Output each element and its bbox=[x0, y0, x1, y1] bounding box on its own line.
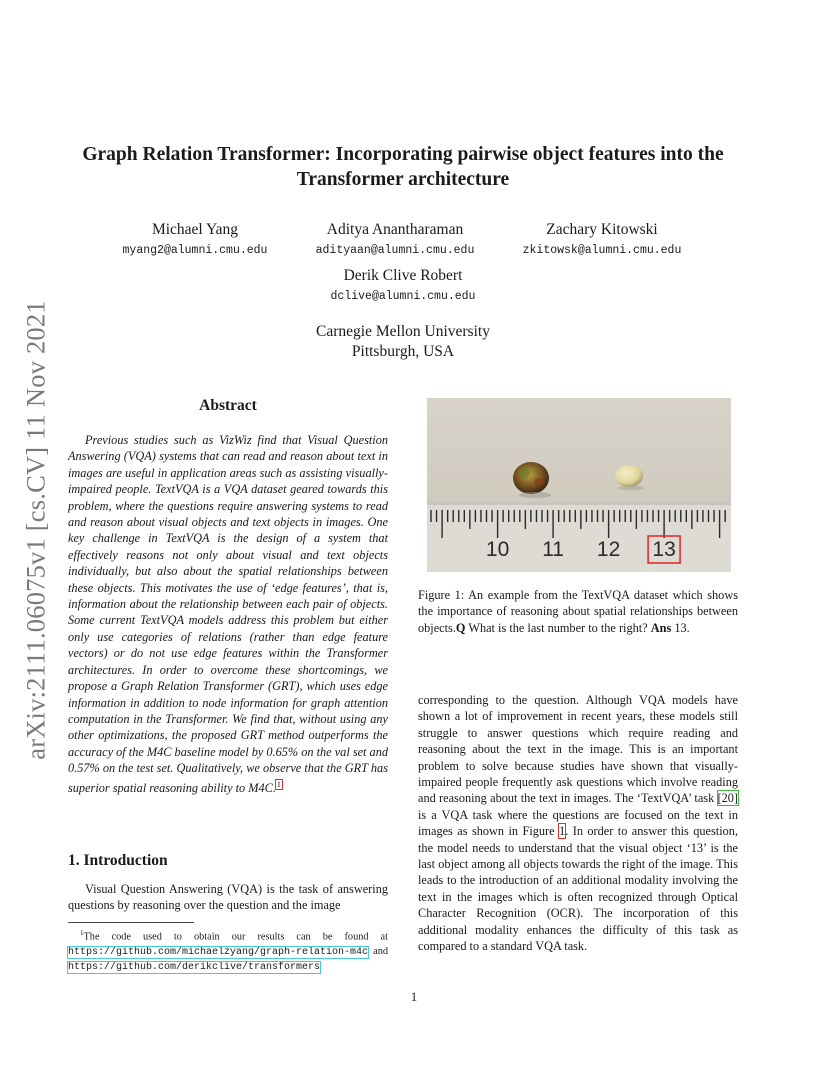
seed-dark bbox=[513, 462, 549, 494]
affiliation-location: Pittsburgh, USA bbox=[351, 343, 455, 360]
caption-text: Figure 1: An example from the TextVQA dataset which shows the importance of reasoning about spatial relationships between objects. bbox=[418, 588, 738, 635]
author-name: Zachary Kitowski bbox=[546, 221, 658, 238]
footnote-and: and bbox=[373, 945, 388, 957]
abstract-text: Previous studies such as VizWiz find that Visual Question Answering (VQA) systems that can read and reason about text in images are useful in application areas such as assisting visually-impaired people. TextVQA is a VQA dataset geared towards this problem, where the questions require answering systems to read and reason about visual objects and text objects in images. One key challenge in TextVQA is the design of a system that effectively reasons not only about visual and text objects individually, but also about the spatial relationships between these objects. This motivates the use of ‘edge features’, that is, information about the relationship between each pair of objects. Some current TextVQA models address this problem but either only use categories of relations (rather than edge feature vectors) or do not use edge features within the Transformer architectures. In order to overcome these shortcomings, we propose a Graph Relation Transformer (GRT), which uses edge information in addition to node information for graph attention computation in the Transformer. We find that, without using any other optimizations, the proposed GRT method outperforms the accuracy of the M4C baseline model by 0.65% on the val set and 0.57% on the test set. Qualitatively, we observe that the GRT has superior spatial reasoning ability to M4C. bbox=[68, 433, 388, 795]
author-name: Aditya Anantharaman bbox=[326, 221, 464, 238]
figure-ref-link[interactable]: 1 bbox=[559, 824, 566, 839]
body-text-1: corresponding to the question. Although VQA models have shown a lot of improvement in recent years, these models still struggle to answer questions which require reading and reasoning about the text in the image. This is an important problem to solve because studies have shown that visually-impaired people frequently ask questions which involve reading and reasoning about the text in images. The ‘TextVQA’ task bbox=[418, 693, 738, 806]
seed-light bbox=[615, 465, 643, 487]
author-email: myang2@alumni.cmu.edu bbox=[122, 244, 268, 257]
abstract-body bbox=[68, 432, 388, 796]
author-block bbox=[275, 220, 515, 259]
footnote-rule bbox=[68, 922, 194, 923]
affiliation bbox=[250, 322, 556, 362]
affiliation-institution: Carnegie Mellon University bbox=[316, 323, 490, 340]
introduction-body bbox=[68, 881, 388, 914]
ruler-number-label: 11 bbox=[542, 538, 565, 561]
body-text-3: . In order to answer this question, the model needs to understand that the visual object ‘13’ is the last object among all objects towards the right of the image. This leads to the introduction of an additional modality involving the text in the images which is often recognized through Optical Character Recognition (OCR). The incorporation of this additional modality enhances the difficulty of this task as compared to a standard VQA task. bbox=[418, 824, 739, 954]
figure-ruler-photo bbox=[427, 398, 731, 572]
footnote-marker-link[interactable]: 1 bbox=[276, 779, 281, 789]
figure-caption bbox=[418, 587, 738, 636]
code-link-2[interactable]: https://github.com/derikclive/transformers bbox=[68, 961, 321, 973]
ruler-number-label: 10 bbox=[485, 538, 510, 561]
caption-ans-label: Ans bbox=[650, 620, 672, 635]
paper-title bbox=[60, 142, 746, 192]
footnote-text: The code used to obtain our results can be found at bbox=[83, 931, 388, 943]
footnote-number: 1 bbox=[80, 929, 84, 937]
author-email: adityaan@alumni.cmu.edu bbox=[315, 244, 475, 257]
caption-question: What is the last number to the right? bbox=[468, 620, 648, 635]
title-line-2: Transformer architecture bbox=[296, 169, 510, 190]
author-email: zkitowsk@alumni.cmu.edu bbox=[522, 244, 682, 257]
author-email: dclive@alumni.cmu.edu bbox=[330, 290, 476, 303]
ruler-number-label: 13 bbox=[652, 538, 676, 561]
right-column-body bbox=[418, 692, 738, 955]
ruler-body bbox=[427, 502, 731, 572]
author-block bbox=[482, 220, 722, 259]
author-block bbox=[283, 266, 523, 305]
code-link-1[interactable]: https://github.com/michaelzyang/graph-relation-m4c bbox=[68, 946, 369, 958]
ruler-photo-image bbox=[427, 398, 731, 572]
title-line-1: Graph Relation Transformer: Incorporating pairwise object features into the bbox=[82, 144, 724, 165]
arxiv-identifier: arXiv:2111.06075v1 [cs.CV] 11 Nov 2021 bbox=[20, 300, 51, 760]
caption-answer: 13. bbox=[674, 620, 690, 635]
caption-q-label: Q bbox=[455, 620, 466, 635]
abstract-heading: Abstract bbox=[199, 397, 257, 414]
body-text-2: is a VQA task where the questions are focused on the text in images as shown in Figure bbox=[418, 807, 738, 839]
author-name: Derik Clive Robert bbox=[343, 267, 463, 284]
section-heading-introduction: 1. Introduction bbox=[68, 852, 168, 869]
author-name: Michael Yang bbox=[151, 221, 239, 238]
introduction-text: Visual Question Answering (VQA) is the task of answering questions by reasoning over the question and the image bbox=[68, 882, 388, 913]
ruler-number-label: 12 bbox=[596, 538, 621, 561]
citation-link[interactable]: [20] bbox=[717, 791, 738, 806]
footnote bbox=[68, 926, 388, 975]
page-number: 1 bbox=[410, 990, 418, 1004]
